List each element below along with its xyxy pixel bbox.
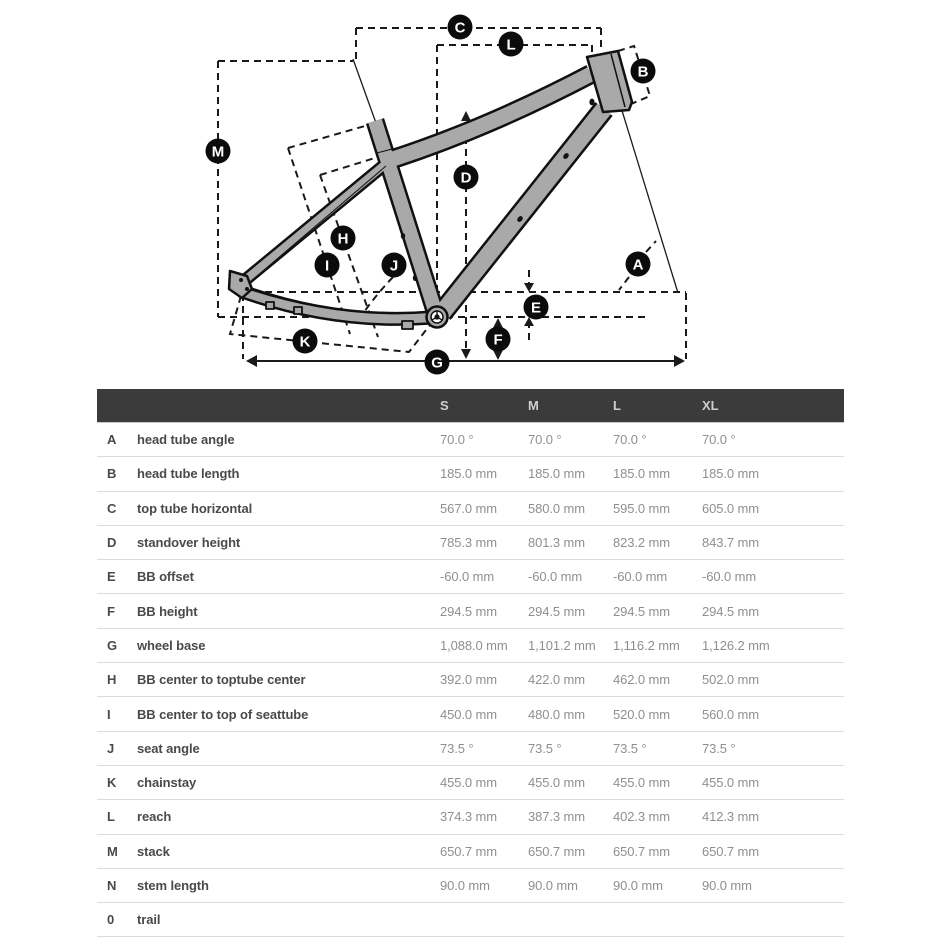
standover-arrow-up xyxy=(461,111,471,121)
row-key: B xyxy=(107,466,117,482)
row-label: BB center to top of seattube xyxy=(137,706,309,722)
row-value: 605.0 mm xyxy=(702,500,760,516)
row-value: 90.0 mm xyxy=(613,878,663,893)
row-value: 450.0 mm xyxy=(440,706,498,722)
marker-A xyxy=(626,252,651,277)
row-value: 567.0 mm xyxy=(440,500,498,516)
row-value: 520.0 mm xyxy=(613,706,671,722)
marker-letter: M xyxy=(211,143,225,161)
row-value: 387.3 mm xyxy=(528,809,586,825)
marker-letter: E xyxy=(531,299,541,317)
row-value: 502.0 mm xyxy=(702,672,760,688)
row-label: seat angle xyxy=(137,740,200,756)
marker-H xyxy=(331,226,356,251)
row-key: C xyxy=(107,500,117,516)
row-value: 650.7 mm xyxy=(440,843,498,859)
row-value: 1,126.2 mm xyxy=(702,637,770,653)
marker-letter: A xyxy=(632,256,644,274)
head-angle-leader xyxy=(619,277,629,290)
row-value: -60.0 mm xyxy=(440,569,495,585)
table-row xyxy=(97,766,844,800)
row-value: 455.0 mm xyxy=(528,775,586,791)
row-value: 412.3 mm xyxy=(702,809,760,825)
row-value: 70.0 ° xyxy=(440,432,474,448)
row-value: 90.0 mm xyxy=(440,878,490,893)
row-value: -60.0 mm xyxy=(528,569,583,585)
marker-F xyxy=(486,327,511,352)
row-value: 374.3 mm xyxy=(440,809,498,825)
row-label: top tube horizontal xyxy=(137,500,253,516)
cable-port xyxy=(589,99,594,106)
marker-E xyxy=(524,295,549,320)
row-value: 185.0 mm xyxy=(702,466,760,482)
row-value: 650.7 mm xyxy=(528,843,586,859)
bottle-boss xyxy=(401,233,405,239)
marker-K xyxy=(293,329,318,354)
row-label: wheel base xyxy=(137,637,206,653)
row-label: BB height xyxy=(137,603,198,619)
marker-letter: I xyxy=(324,257,330,275)
row-value: 823.2 mm xyxy=(613,535,671,551)
table-row xyxy=(97,594,844,628)
marker-B xyxy=(631,59,656,84)
row-key: L xyxy=(107,809,115,825)
marker-I xyxy=(315,253,340,278)
bike-frame xyxy=(229,51,632,329)
row-value: 294.5 mm xyxy=(702,603,760,619)
row-label: standover height xyxy=(137,535,241,551)
row-value: 73.5 ° xyxy=(702,740,736,756)
row-value: 90.0 mm xyxy=(528,878,578,893)
row-value: 785.3 mm xyxy=(440,535,498,551)
row-label: stem length xyxy=(137,878,209,893)
column-header-XL: XL xyxy=(702,398,719,413)
row-value: 73.5 ° xyxy=(440,740,474,756)
table-row xyxy=(97,835,844,869)
row-key: K xyxy=(107,775,117,791)
row-label: chainstay xyxy=(137,775,197,791)
table-body xyxy=(97,423,844,937)
table-row xyxy=(97,457,844,491)
row-value: 480.0 mm xyxy=(528,706,586,722)
table-row xyxy=(97,732,844,766)
row-value: 843.7 mm xyxy=(702,535,760,551)
marker-letter: C xyxy=(454,19,466,37)
row-value: 650.7 mm xyxy=(702,843,760,859)
row-key: F xyxy=(107,603,115,619)
row-key: E xyxy=(107,569,116,585)
row-value: 462.0 mm xyxy=(613,672,671,688)
seat-tube-axis-line xyxy=(353,59,376,123)
row-key: H xyxy=(107,672,117,688)
table-row xyxy=(97,869,844,903)
row-label: head tube length xyxy=(137,466,240,482)
row-value: 560.0 mm xyxy=(702,706,760,722)
row-value: 801.3 mm xyxy=(528,535,586,551)
table-row xyxy=(97,800,844,834)
row-value: 392.0 mm xyxy=(440,672,498,688)
row-value: 73.5 ° xyxy=(528,740,562,756)
marker-G xyxy=(425,350,450,375)
table-row xyxy=(97,697,844,731)
row-value: 1,101.2 mm xyxy=(528,637,596,653)
row-value: 73.5 ° xyxy=(613,740,647,756)
row-value: 294.5 mm xyxy=(613,603,671,619)
row-value: 185.0 mm xyxy=(613,466,671,482)
row-value: 580.0 mm xyxy=(528,500,586,516)
bike-geometry-diagram xyxy=(0,0,941,382)
bottle-boss xyxy=(413,275,417,281)
marker-L xyxy=(499,32,524,57)
row-key: N xyxy=(107,878,117,893)
row-value: 422.0 mm xyxy=(528,672,586,688)
row-value: 90.0 mm xyxy=(702,878,752,893)
row-value: 455.0 mm xyxy=(702,775,760,791)
row-value: 1,088.0 mm xyxy=(440,637,508,653)
marker-letter: D xyxy=(460,169,472,187)
seat-angle-arc xyxy=(362,277,393,315)
table-row xyxy=(97,560,844,594)
table-row xyxy=(97,423,844,457)
row-key: J xyxy=(107,740,115,756)
bb-offset-arrow-down xyxy=(524,283,534,292)
row-value: 185.0 mm xyxy=(440,466,498,482)
marker-J xyxy=(382,253,407,278)
row-value: 294.5 mm xyxy=(528,603,586,619)
row-value: 70.0 ° xyxy=(528,432,562,448)
marker-letter: K xyxy=(299,333,311,351)
row-value: 294.5 mm xyxy=(440,603,498,619)
marker-letter: L xyxy=(506,36,516,54)
row-value: 595.0 mm xyxy=(613,500,671,516)
row-label: trail xyxy=(137,912,161,928)
marker-letter: H xyxy=(337,230,349,248)
row-value: 402.3 mm xyxy=(613,809,671,825)
row-label: BB center to toptube center xyxy=(137,672,306,688)
row-key: I xyxy=(107,706,111,722)
table-header xyxy=(97,389,844,423)
marker-letter: J xyxy=(389,257,399,275)
row-key: M xyxy=(107,843,118,859)
table-row xyxy=(97,663,844,697)
marker-M xyxy=(206,139,231,164)
row-key: 0 xyxy=(107,912,115,928)
row-label: BB offset xyxy=(137,569,194,585)
fender-mount xyxy=(266,302,274,309)
standover-arrow-down xyxy=(461,349,471,359)
kickstand-plate xyxy=(402,321,413,329)
row-value: 185.0 mm xyxy=(528,466,586,482)
row-value: 70.0 ° xyxy=(613,432,647,448)
marker-letter: B xyxy=(637,63,649,81)
row-value: 650.7 mm xyxy=(613,843,671,859)
dropout-bolt xyxy=(245,287,249,291)
bottom-bracket xyxy=(427,307,448,328)
geometry-table xyxy=(97,389,844,937)
table-row xyxy=(97,526,844,560)
row-key: G xyxy=(107,637,118,653)
row-label: head tube angle xyxy=(137,432,235,448)
dropout-bolt xyxy=(239,278,243,282)
row-key: D xyxy=(107,535,117,551)
row-value: 455.0 mm xyxy=(613,775,671,791)
marker-letter: G xyxy=(431,354,443,372)
row-key: A xyxy=(107,432,117,448)
row-value: 70.0 ° xyxy=(702,432,736,448)
fender-mount xyxy=(294,307,302,314)
row-label: stack xyxy=(137,843,170,859)
table-row xyxy=(97,492,844,526)
row-value: -60.0 mm xyxy=(613,569,668,585)
column-header-L: L xyxy=(613,398,621,413)
marker-C xyxy=(448,15,473,40)
row-label: reach xyxy=(137,809,172,825)
row-value: 1,116.2 mm xyxy=(613,637,680,653)
table-row xyxy=(97,629,844,663)
table-row xyxy=(97,903,844,937)
row-value: 455.0 mm xyxy=(440,775,498,791)
column-header-M: M xyxy=(528,398,539,413)
column-header-S: S xyxy=(440,398,449,413)
row-value: -60.0 mm xyxy=(702,569,757,585)
marker-letter: F xyxy=(493,331,503,349)
marker-D xyxy=(454,165,479,190)
